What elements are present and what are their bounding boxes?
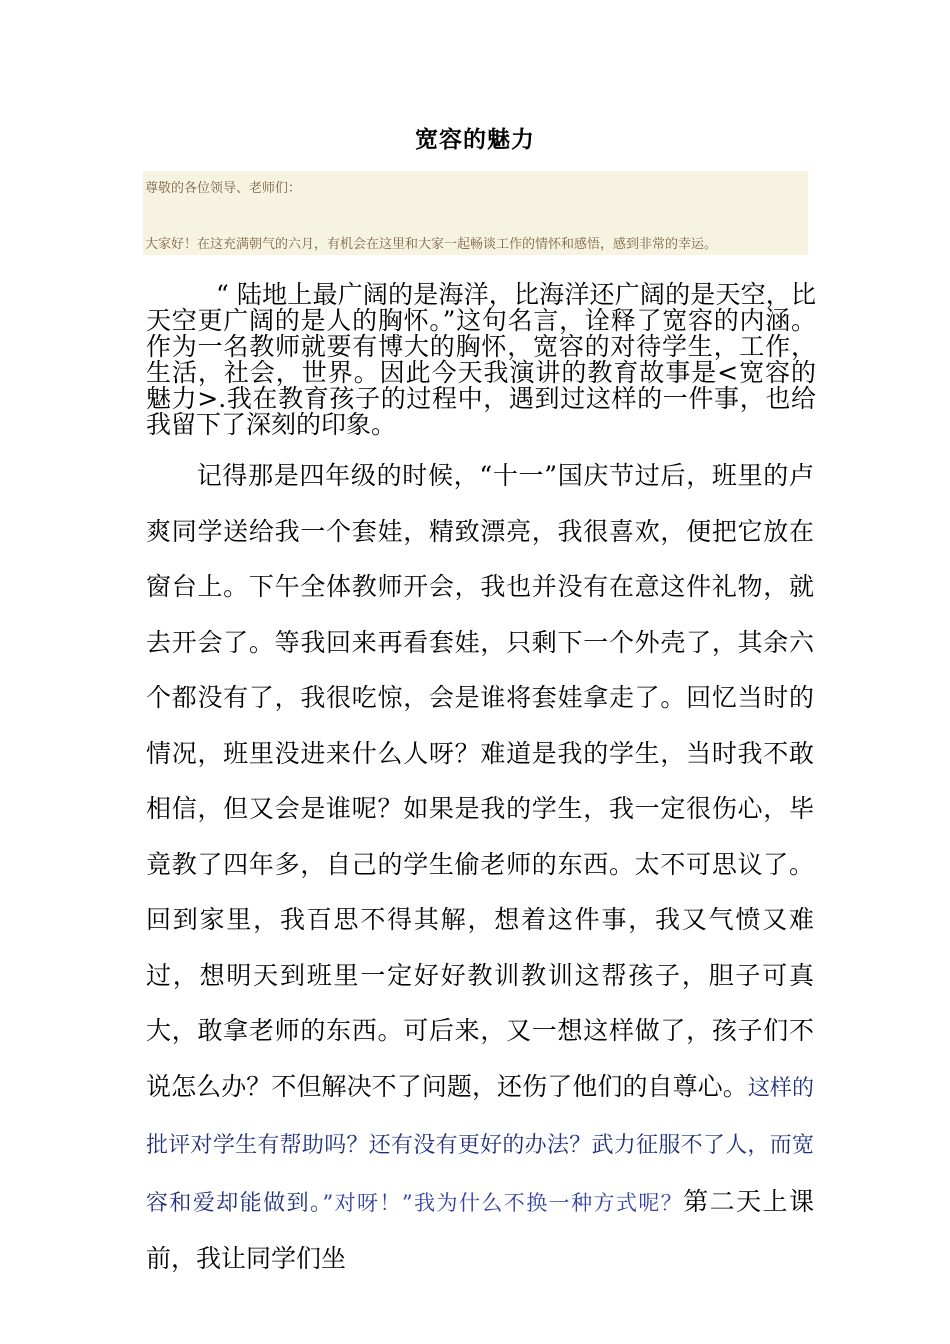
greeting-opening: 大家好！在这充满朝气的六月，有机会在这里和大家一起畅谈工作的情怀和感悟，感到非常的幸运。: [145, 237, 718, 252]
greeting-box: [143, 171, 808, 255]
document-title: 宽容的魅力: [415, 126, 535, 153]
story-paragraph-text: 记得那是四年级的时候，“十一”国庆节过后，班里的卢爽同学送给我一个套娃，精致漂亮，我很喜欢，便把它放在窗台上。下午全体教师开会，我也并没有在意这件礼物，就去开会了。等我回来再看套娃，只剩下一个外壳了，其余六个都没有了，我很吃惊，会是谁将套娃拿走了。回忆当时的情况，班里没进来什么人呀？难道是我的学生，当时我不敢相信，但又会是谁呢？如果是我的学生，我一定很伤心，毕竟教了四年多，自己的学生偷老师的东西。太不可思议了。回到家里，我百思不得其解，想着这件事，我又气愤又难过，想明天到班里一定好好教训教训这帮孩子，胆子可真大，敢拿老师的东西。可后来，又一想这样做了，孩子们不说怎么办？不但解决不了问题，还伤了他们的自尊心。: [146, 461, 814, 1101]
greeting-salutation: 尊敬的各位领导、老师们：: [145, 181, 302, 196]
story-highlight-reflection: ”对呀！”我为什么不换一种方式呢？: [322, 1190, 684, 1215]
story-paragraph: [146, 448, 814, 1287]
story-paragraph-tail: 第二天上课前，我让同学们坐: [146, 1186, 814, 1273]
story-highlight-question: 这样的批评对学生有帮助吗？还有没有更好的办法？武力征服不了人，而宽容和爱却能做到。: [146, 1075, 814, 1216]
intro-paragraph-text: “ 陆地上最广阔的是海洋，比海洋还广阔的是天空，比天空更广阔的是人的胸怀。”这句名言，诠释了宽容的内涵。作为一名教师就要有博大的胸怀，宽容的对待学生，工作，生活，社会，世界。因此今天我演讲的教育故事是<宽容的魅力>.我在教育孩子的过程中，遇到过这样的一件事，也给我留下了深刻的印象。: [146, 280, 816, 439]
intro-paragraph: [146, 282, 816, 438]
